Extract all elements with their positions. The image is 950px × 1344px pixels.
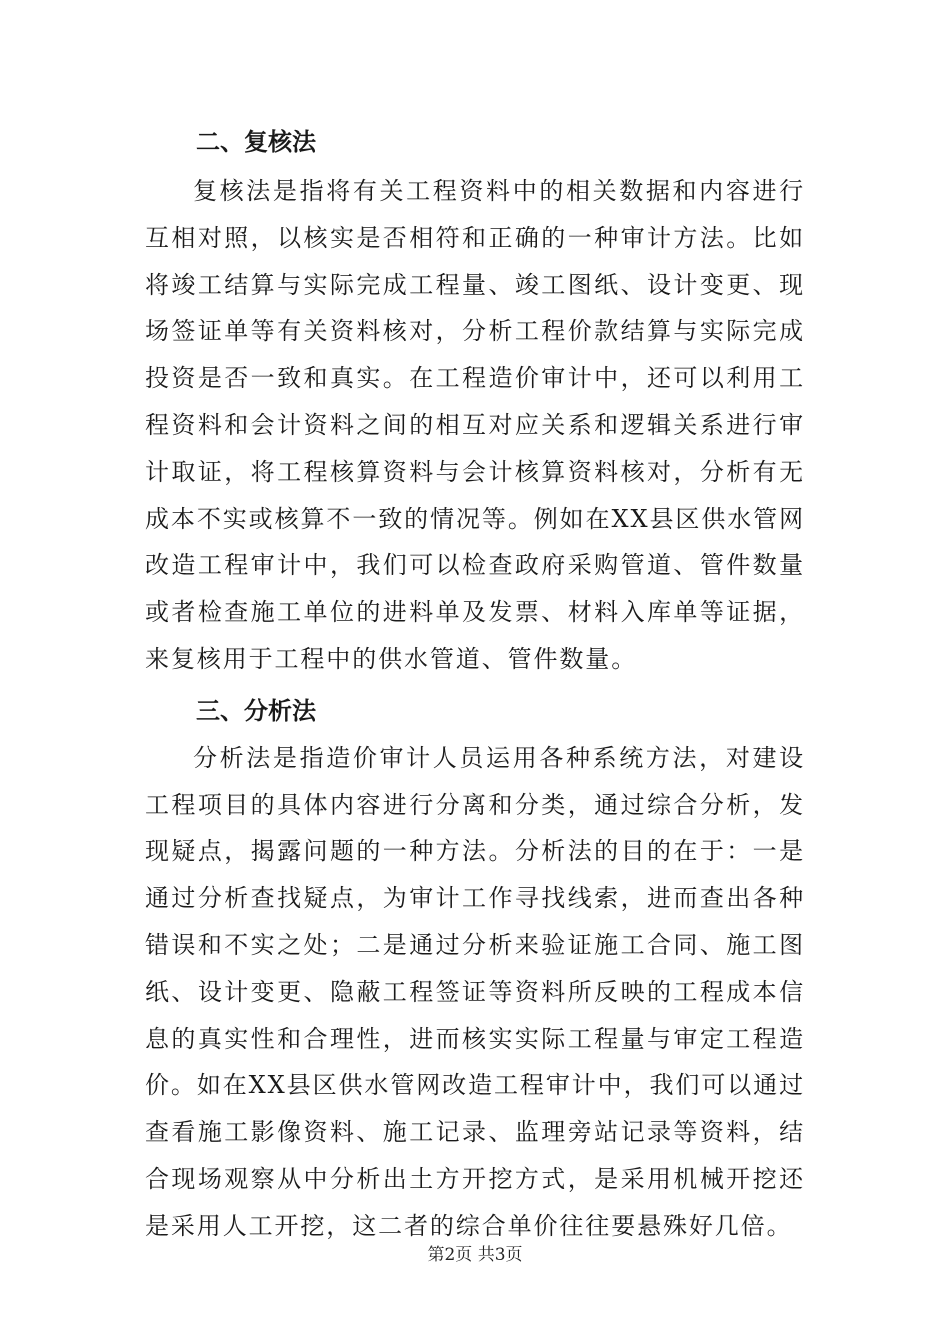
section-paragraph-review-method: 复核法是指将有关工程资料中的相关数据和内容进行互相对照，以核实是否相符和正确的一种审计方法。比如将竣工结算与实际完成工程量、竣工图纸、设计变更、现场签证单等有关资料核对，分析工程价款结算与实际完成投资是否一致和真实。在工程造价审计中，还可以利用工程资料和会计资料之间的相互对应关系和逻辑关系进行审计取证，将工程核算资料与会计核算资料核对，分析有无成本不实或核算不一致的情况等。例如在XX县区供水管网改造工程审计中，我们可以检查政府采购管道、管件数量或者检查施工单位的进料单及发票、材料入库单等证据，来复核用于工程中的供水管道、管件数量。 <box>145 177 805 673</box>
page-number-footer: 第2页 共3页 <box>427 1245 523 1265</box>
document-body <box>145 122 805 1250</box>
section-heading-analysis-method: 三、分析法 <box>196 696 316 725</box>
section-heading-review-method: 二、复核法 <box>196 128 316 156</box>
section-paragraph-analysis-method: 分析法是指造价审计人员运用各种系统方法，对建设工程项目的具体内容进行分离和分类，通过综合分析，发现疑点，揭露问题的一种方法。分析法的目的在于：一是通过分析查找疑点，为审计工作寻找线索，进而查出各种错误和不实之处；二是通过分析来验证施工合同、施工图纸、设计变更、隐蔽工程签证等资料所反映的工程成本信息的真实性和合理性，进而核实实际工程量与审定工程造价。如在XX县区供水管网改造工程审计中，我们可以通过查看施工影像资料、施工记录、监理旁站记录等资料，结合现场观察从中分析出土方开挖方式，是采用机械开挖还是采用人工开挖，这二者的综合单价往往要悬殊好几倍。 <box>145 743 805 1240</box>
